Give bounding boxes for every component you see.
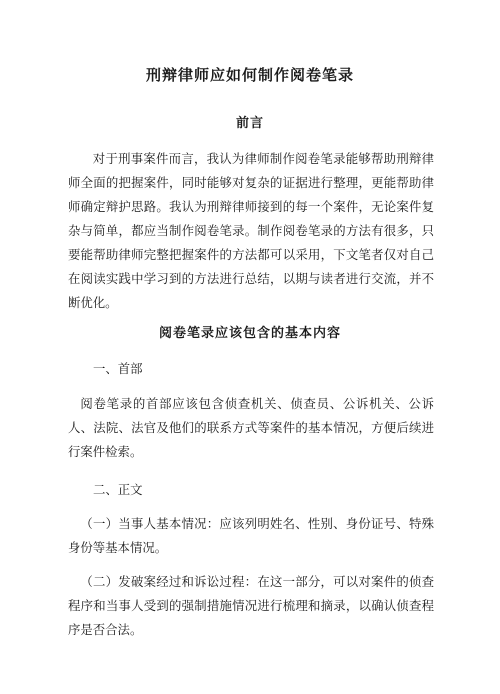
item1-paragraph: （一）当事人基本情况：应该列明姓名、性别、身份证号、特殊身份等基本情况。 bbox=[68, 516, 434, 555]
preface-paragraph: 对于刑事案件而言，我认为律师制作阅卷笔录能够帮助刑辩律师全面的把握案件，同时能够对复杂的证据进行整理，更能帮助律师确定辩护思路。我认为刑辩律师接到的每一个案件，无论案件复杂与简单，都应当制作阅卷笔录。制作阅卷笔录的方法有很多，只要能帮助律师完整把握案件的方法都可以采用，下文笔者仅对自己在阅读实践中学习到的方法进行总结，以期与读者进行交流，并不断优化。 bbox=[68, 151, 434, 310]
preface-heading: 前言 bbox=[235, 116, 264, 131]
document-title: 刑辩律师应如何制作阅卷笔录 bbox=[145, 66, 354, 84]
part1-label: 一、首部 bbox=[93, 361, 143, 376]
section-heading: 阅卷笔录应该包含的基本内容 bbox=[158, 326, 341, 341]
part2-label: 二、正文 bbox=[93, 482, 143, 497]
part1-paragraph: 阅卷笔录的首部应该包含侦查机关、侦查员、公诉机关、公诉人、法院、法官及他们的联系方式等案件的基本情况，方便后续进行案件检索。 bbox=[68, 396, 434, 459]
item2-paragraph: （二）发破案经过和诉讼过程：在这一部分，可以对案件的侦查程序和当事人受到的强制措施情况进行梳理和摘录，以确认侦查程序是否合法。 bbox=[68, 574, 434, 637]
